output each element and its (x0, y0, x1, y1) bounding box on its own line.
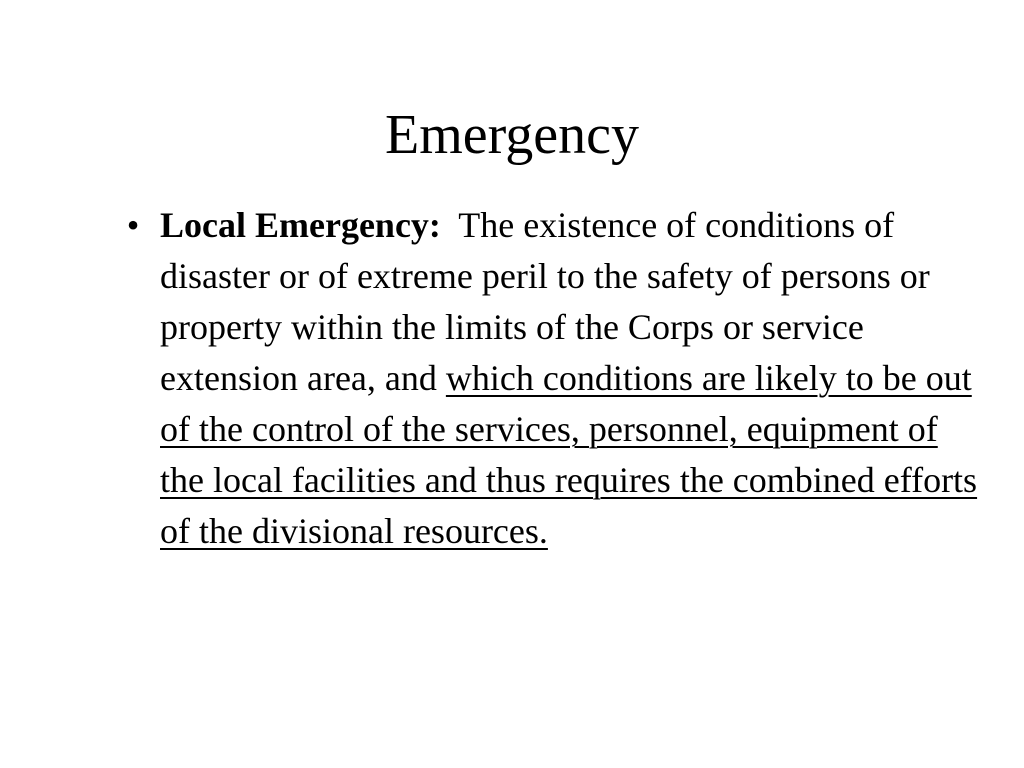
definition-text: The existence of conditions of disaster or of extreme peril to the safety of persons or property within the limits of the Corps or service extension area, and (160, 205, 930, 398)
slide-title: Emergency (385, 104, 639, 166)
bullet-item-local-emergency (118, 200, 978, 557)
bullet-icon: • (126, 205, 140, 245)
bullet-list (118, 200, 978, 557)
definition-term: Local Emergency: (160, 205, 441, 245)
definition-emphasis-text: which conditions are likely to be out of the control of the services, personnel, equipment of the local facilities and thus requires the combined efforts of the divisional resources. (160, 358, 978, 551)
